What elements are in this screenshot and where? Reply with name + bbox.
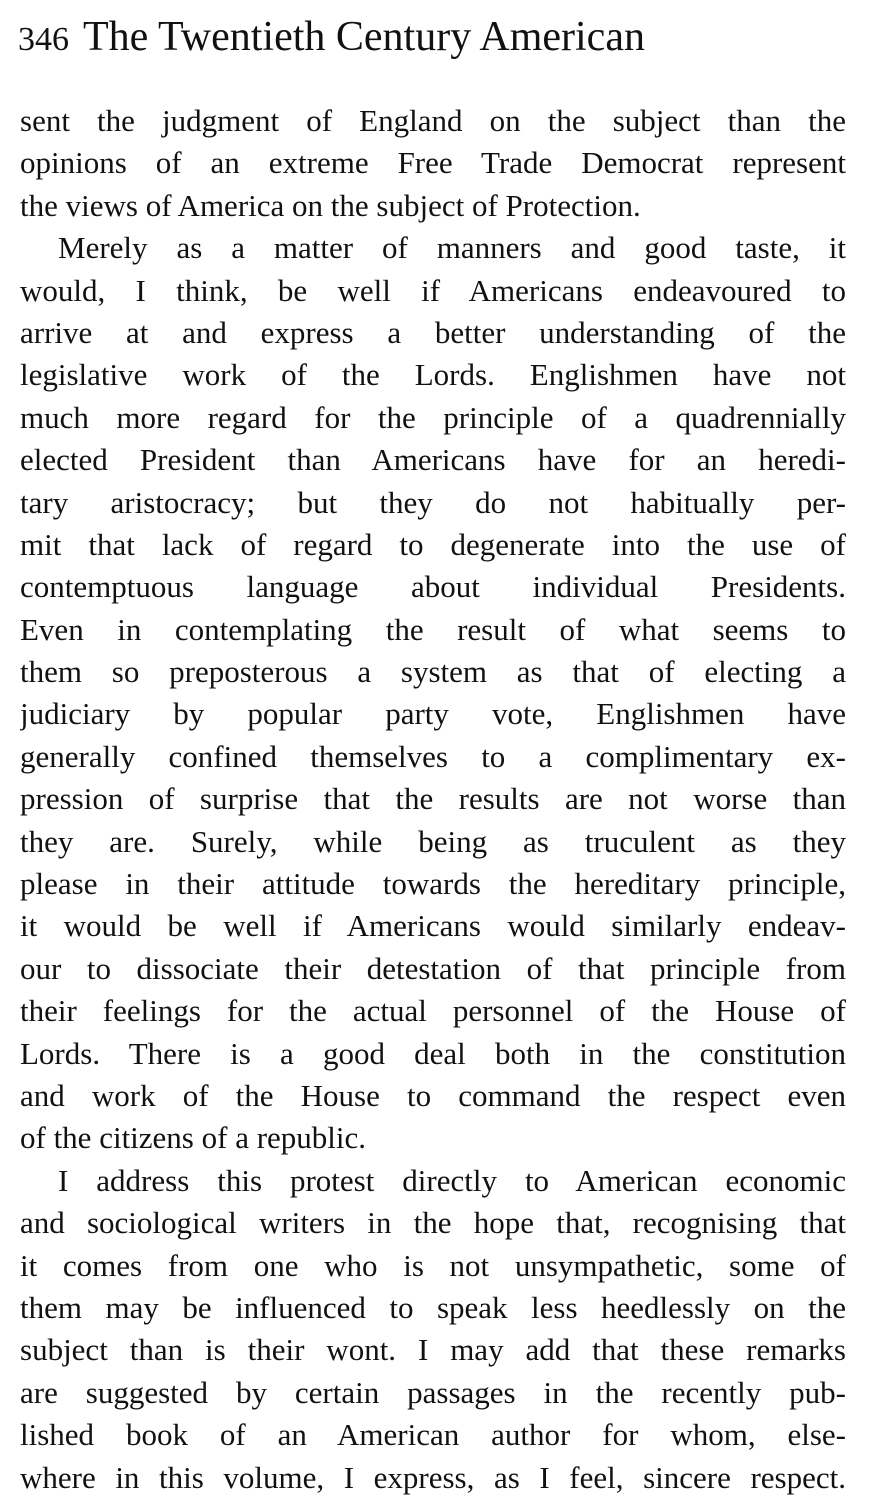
text-line: generally confined themselves to a complimentary ex- [20,738,846,774]
text-line: it comes from one who is not unsympathetic, some of [20,1247,846,1283]
text-line: their feelings for the actual personnel of the House of [20,993,846,1029]
text-line: lished book of an American author for whom, else- [20,1417,846,1453]
text-line: sent the judgment of England on the subject than the [20,103,846,138]
running-title: The Twentieth Century American [83,14,645,60]
text-line: pression of surprise that the results are not worse than [20,781,846,817]
text-line: our to dissociate their detestation of that principle from [20,950,846,986]
text-line: legislative work of the Lords. Englishmen have not [20,357,846,393]
text-line: the views of America on the subject of Protection. [20,187,641,223]
text-line: they are. Surely, while being as truculent as they [20,823,846,859]
text-line: where in this volume, I express, as I feel, sincere respect. [20,1459,846,1495]
text-line: much more regard for the principle of a quadrennially [20,399,846,435]
text-line: Even in contemplating the result of what seems to [20,611,846,647]
text-line: arrive at and express a better understanding of the [20,314,846,350]
text-line: it would be well if Americans would similarly endeav- [20,908,846,944]
text-line: please in their attitude towards the hereditary principle, [20,866,846,902]
text-line: Lords. There is a good deal both in the constitution [20,1035,846,1071]
text-line: judiciary by popular party vote, Englishmen have [20,696,846,732]
text-line: and work of the House to command the respect even [20,1077,846,1113]
body-text [20,100,846,1499]
text-line: them may be influenced to speak less heedlessly on the [20,1289,846,1325]
text-line: I address this protest directly to American economic [58,1162,846,1198]
page-number: 346 [18,21,69,58]
text-line: them so preposterous a system as that of electing a [20,654,846,690]
text-line: mit that lack of regard to degenerate into the use of [20,526,846,562]
text-line: are suggested by certain passages in the recently pub- [20,1374,846,1410]
text-line: Merely as a matter of manners and good taste, it [58,230,846,266]
text-line: subject than is their wont. I may add that these remarks [20,1332,846,1368]
text-line: of the citizens of a republic. [20,1120,367,1156]
page-header [18,10,858,64]
text-line: elected President than Americans have for an heredi- [20,442,846,478]
text-line: contemptuous language about individual Presidents. [20,569,846,605]
text-line: and sociological writers in the hope that, recognising that [20,1205,846,1241]
text-line: opinions of an extreme Free Trade Democrat represent [20,145,846,181]
text-line: tary aristocracy; but they do not habitually per- [20,484,846,520]
text-line: would, I think, be well if Americans endeavoured to [20,272,846,308]
